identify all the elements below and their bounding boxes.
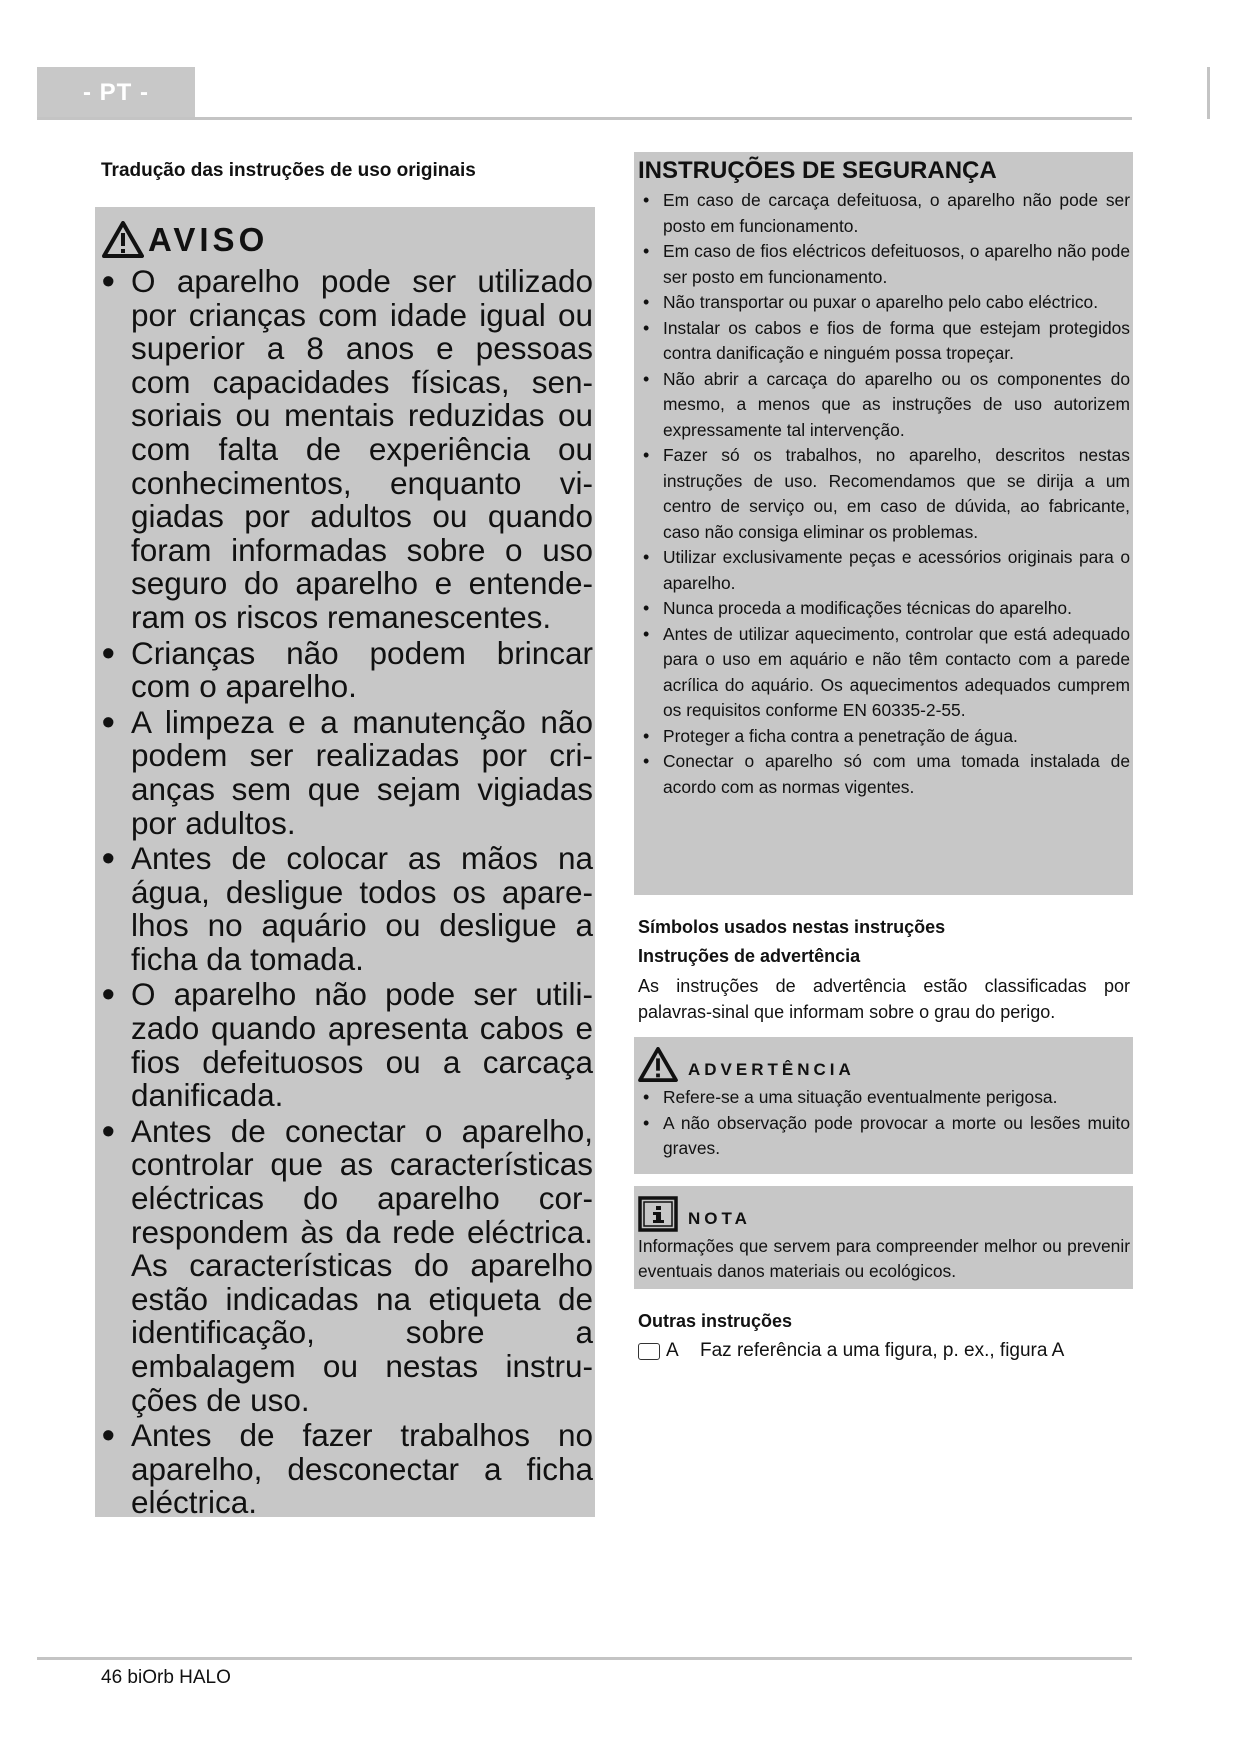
edge-mark (1207, 67, 1210, 119)
safety-item: • Conectar o aparelho só com uma tomada instalada de acordo com as normas vigentes. (638, 749, 1130, 800)
footer (101, 1667, 231, 1689)
aviso-warning-box (95, 207, 595, 1521)
safety-item: • Em caso de carcaça defeituosa, o aparelho não pode ser posto em funcionamento. (638, 188, 1130, 239)
aviso-item: • Crianças não podem brincar com o aparelho. (102, 637, 593, 704)
figure-symbol-icon (638, 1343, 660, 1360)
header-rule (37, 117, 1132, 120)
aviso-item: • O aparelho não pode ser utilizado quando apresenta cabos e fios defeituosos ou a carcaça danificada. (102, 978, 593, 1112)
warnings-heading: Instruções de advertência (638, 946, 861, 966)
aviso-item: • Antes de fazer trabalhos no aparelho, desconectar a ficha eléctrica. (102, 1419, 593, 1520)
advertencia-box (634, 1037, 1133, 1174)
safety-item: • Não abrir a carcaça do aparelho ou os componentes do mesmo, a menos que as instruções de uso autorizem expressamente tal intervenção. (638, 367, 1130, 444)
symbols-heading: Símbolos usados nestas instruções (638, 917, 946, 937)
safety-list (638, 188, 1130, 800)
safety-item: • Proteger a ficha contra a penetração de água. (638, 724, 1130, 750)
nota-box (634, 1186, 1133, 1289)
language-tab: - PT - (37, 67, 195, 119)
advertencia-title-row (638, 1045, 1130, 1085)
aviso-title: AVISO (148, 221, 269, 258)
info-note-icon (638, 1196, 678, 1232)
safety-item: • Não transportar ou puxar o aparelho pelo cabo eléctrico. (638, 290, 1130, 316)
advertencia-title: ADVERTÊNCIA (688, 1060, 855, 1079)
other-instructions-heading: Outras instruções (638, 1311, 793, 1331)
aviso-item: • Antes de conectar o aparelho, controlar que as características eléctricas do aparelho correspondem às da rede eléctrica. As características do aparelho estão indicadas na etiqueta de identificação, sobre a embalagem ou nestas instruções de uso. (102, 1115, 593, 1417)
product-name: biOrb HALO (127, 1667, 231, 1688)
safety-item: • Instalar os cabos e fios de forma que estejam protegidos contra danificação e ninguém possa tropeçar. (638, 316, 1130, 367)
page-number: 46 (101, 1667, 123, 1688)
warnings-description: As instruções de advertência estão classificadas por palavras-sinal que informam sobre o grau do perigo. (638, 976, 1130, 1022)
nota-title: NOTA (688, 1209, 751, 1228)
safety-item: • Em caso de fios eléctricos defeituosos, o aparelho não pode ser posto em funcionamento. (638, 239, 1130, 290)
figure-reference-text: Faz referência a uma figura, p. ex., figura A (700, 1340, 1065, 1361)
figure-reference-row (638, 1340, 1064, 1362)
figure-letter: A (666, 1340, 679, 1361)
safety-item: • Nunca proceda a modificações técnicas do aparelho. (638, 596, 1130, 622)
aviso-item: • A limpeza e a manutenção não podem ser realizadas por crianças sem que sejam vigiadas por adultos. (102, 706, 593, 840)
advertencia-item: • Refere-se a uma situação eventualmente perigosa. (638, 1085, 1130, 1111)
nota-text: Informações que servem para compreender melhor ou prevenir eventuais danos materiais ou ecológicos. (638, 1236, 1130, 1281)
safety-title: INSTRUÇÕES DE SEGURANÇA (638, 157, 997, 184)
advertencia-list (638, 1085, 1130, 1162)
safety-item: • Fazer só os trabalhos, no aparelho, descritos nestas instruções de uso. Recomendamos que se dirija a um centro de serviço ou, em caso de dúvida, ao fabricante, caso não consiga eliminar os problemas. (638, 443, 1130, 545)
footer-rule (37, 1657, 1132, 1660)
aviso-title-row (102, 215, 593, 265)
warning-triangle-icon (102, 221, 144, 259)
safety-item: • Antes de utilizar aquecimento, controlar que está adequado para o uso em aquário e não têm contacto com a parede acrílica do aquário. Os aquecimentos adequados cumprem os requisitos conforme EN 60335-2-55. (638, 622, 1130, 724)
warning-triangle-icon (638, 1047, 678, 1083)
nota-title-row (638, 1194, 1130, 1234)
aviso-list (102, 265, 593, 1520)
safety-item: • Utilizar exclusivamente peças e acessórios originais para o aparelho. (638, 545, 1130, 596)
safety-instructions-box (634, 152, 1133, 895)
advertencia-item: • A não observação pode provocar a morte ou lesões muito graves. (638, 1111, 1130, 1162)
translation-heading: Tradução das instruções de uso originais (101, 160, 476, 181)
aviso-item: • O aparelho pode ser utilizado por crianças com idade igual ou superior a 8 anos e pessoas com capacidades físicas, sensoriais ou mentais reduzidas ou com falta de experiência ou conhecimentos, enquanto vigiadas por adultos ou quando foram informadas sobre o uso seguro do aparelho e entenderam os riscos remanescentes. (102, 265, 593, 635)
aviso-item: • Antes de colocar as mãos na água, desligue todos os aparelhos no aquário ou desligue a ficha da tomada. (102, 842, 593, 976)
